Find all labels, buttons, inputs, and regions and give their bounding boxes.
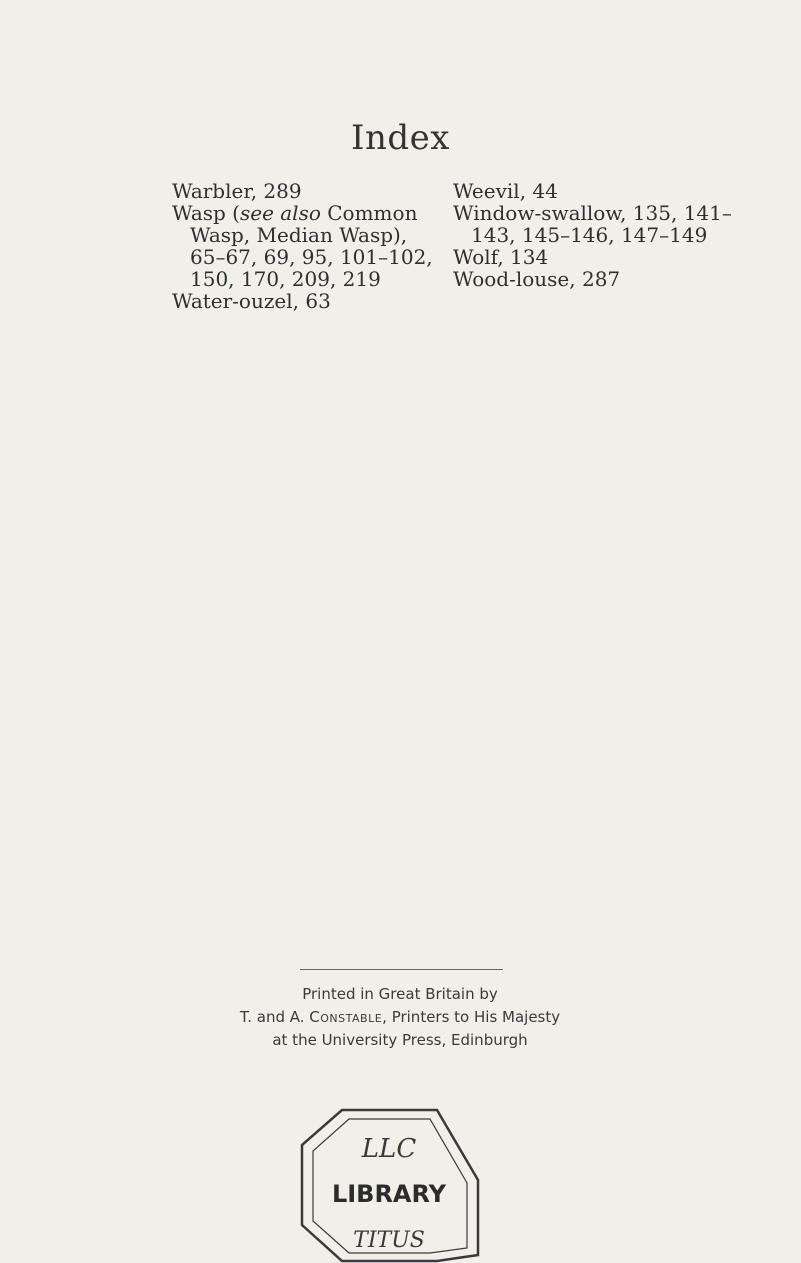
stamp-bottom-text: TITUS — [353, 1228, 425, 1253]
imprint-line-2 — [200, 1006, 600, 1029]
index-entry-continuation: 65–67, 69, 95, 101–102, — [190, 245, 433, 269]
index-entry-continuation: 150, 170, 209, 219 — [190, 267, 381, 291]
imprint-constable: Constable — [309, 1008, 383, 1026]
printer-imprint — [200, 983, 600, 1052]
index-entry-wasp — [172, 202, 442, 290]
imprint-line-1: Printed in Great Britain by — [302, 985, 498, 1003]
index-entry-text: Wood-louse, 287 — [453, 267, 621, 291]
imprint-line-2-end: , Printers to His Majesty — [382, 1008, 561, 1026]
index-entry-italic: see also — [239, 201, 321, 225]
index-entry-text: Window-swallow, 135, 141– — [453, 201, 732, 225]
index-entry-wood-louse — [453, 268, 753, 290]
index-column-left — [172, 180, 442, 312]
page-title: Index — [351, 118, 450, 158]
index-entry-text: Wolf, 134 — [453, 245, 549, 269]
index-entry-text-part: Common — [320, 201, 418, 225]
divider-rule — [300, 969, 503, 970]
index-entry-warbler — [172, 180, 442, 202]
imprint-line-3: at the University Press, Edinburgh — [272, 1031, 528, 1049]
index-entry-text-part: Wasp ( — [172, 201, 240, 225]
index-entry-continuation: Wasp, Median Wasp), — [190, 223, 408, 247]
imprint-line-2-start: T. and A. — [239, 1008, 310, 1026]
stamp-middle-text: LIBRARY — [331, 1180, 447, 1208]
index-entry-weevil — [453, 180, 753, 202]
index-entry-window-swallow — [453, 202, 753, 246]
index-entry-wolf — [453, 246, 753, 268]
library-stamp-icon — [297, 1105, 481, 1263]
stamp-top-text: LLC — [361, 1134, 417, 1164]
index-entry-continuation: 143, 145–146, 147–149 — [471, 223, 708, 247]
index-entry-text: Water-ouzel, 63 — [172, 289, 331, 313]
index-column-right — [453, 180, 753, 290]
index-entry-text: Warbler, 289 — [172, 179, 302, 203]
index-entry-text: Weevil, 44 — [453, 179, 558, 203]
index-entry-water-ouzel — [172, 290, 442, 312]
index-entry-text — [172, 202, 442, 224]
